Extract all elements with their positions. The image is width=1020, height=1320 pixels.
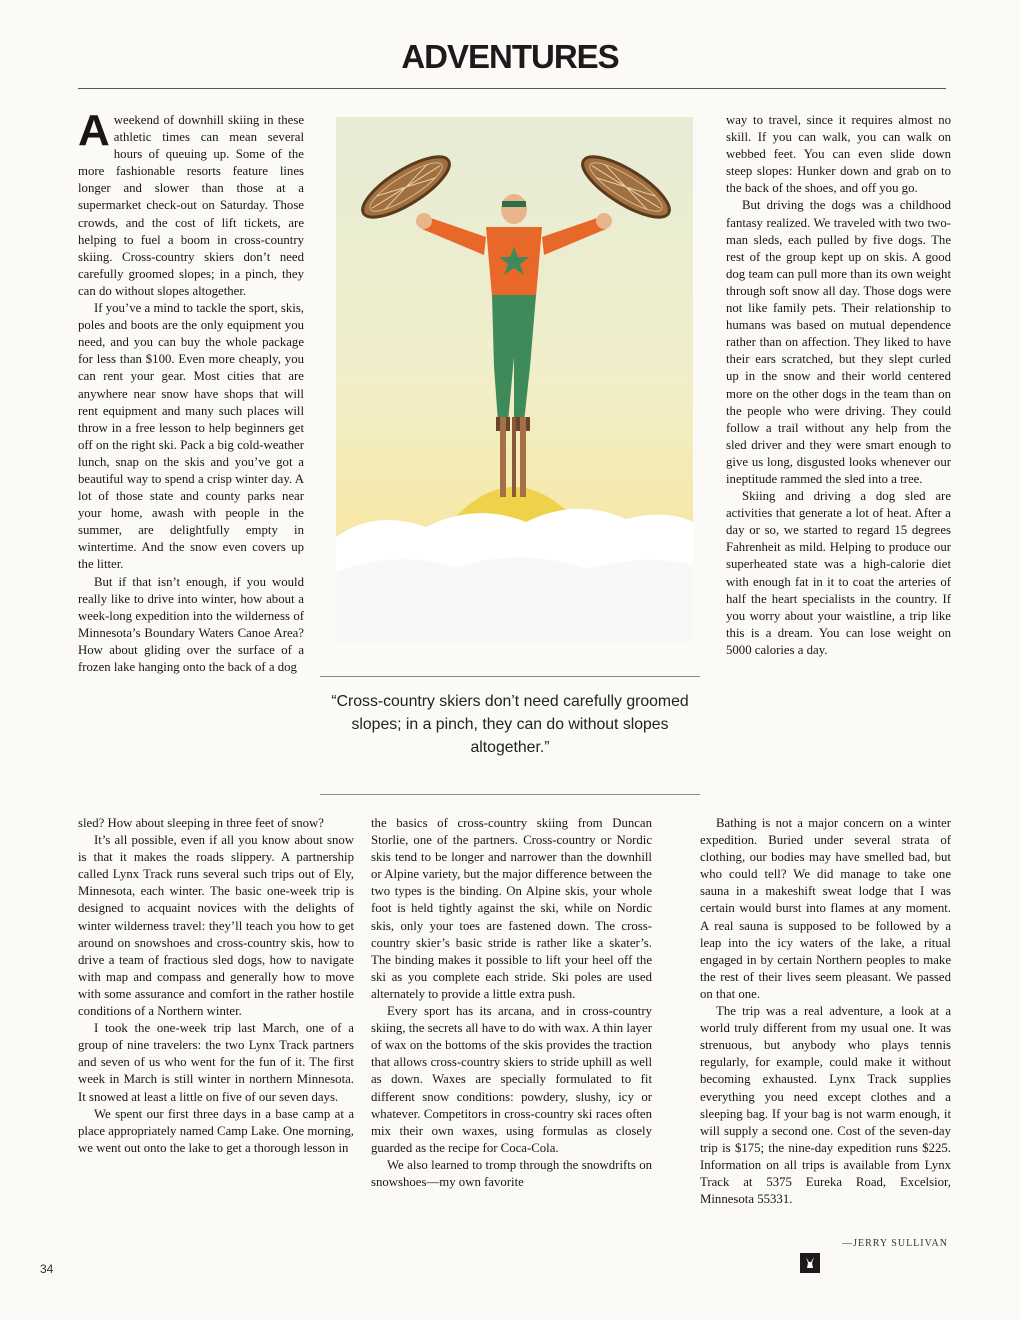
- paragraph-11: The trip was a real adventure, a look at a world truly different from my usual one. It was strenuous, but anybody who plays tennis regularly, for example, could make it without becoming exhausted. Lynx Track supplies everything you need except clothes and a sleeping bag. If your bag is not warm enough, it will supply a second one. Cost of the seven-day trip is $175; the nine-day expedition runs $225. Information on all trips is available from Lynx Track at 5375 Eureka Road, Excelsior, Minnesota 55331.: [700, 1004, 951, 1207]
- paragraph-7: Every sport has its arcana, and in cross-country skiing, the secrets all have to do with wax. A thin layer of wax on the bottoms of the skis provides the traction that allows cross-country skiers to stride uphill as well as down. Waxes are specially formulated to fit different snow conditions: powdery, slushy, icy or whatever. Competitors in cross-country ski races often mix their own waxes, using formulas as closely guarded as the recipe for Coca-Cola.: [371, 1004, 652, 1155]
- paragraph-10: Skiing and driving a dog sled are activities that generate a lot of heat. After a day or so, we started to regard 15 degrees Fahrenheit as mild. Helping to produce our superheated state was a high-calorie diet with enough fat in it to coat the arteries of half the heart specialists in the country. If you worry about your waistline, a trip like this is a dream. You can lose weight on 5000 calories a day.: [726, 489, 951, 657]
- article-column-1-lower: [78, 815, 354, 1157]
- paragraph-5: I took the one-week trip last March, one of a group of nine travelers: the two Lynx Track partners and seven of us who went for the fun of it. The first week in March is still winter in northern Minnesota. It snowed at least a little on five of our seven days.: [78, 1021, 354, 1104]
- page-number: 34: [40, 1262, 54, 1276]
- header-rule: [78, 88, 946, 89]
- article-column-3-upper: [726, 112, 951, 659]
- paragraph-8-end: way to travel, since it requires almost no skill. If you can walk, you can walk on webbed feet. You can even slide down steep slopes: Hunker down and grab on to the back of the shoes, and off you go.: [726, 113, 951, 196]
- article-column-2: [371, 815, 652, 1191]
- paragraph-3-end: sled? How about sleeping in three feet of snow?: [78, 816, 324, 830]
- article-column-1-upper: [78, 106, 304, 676]
- quote-rule-top: [320, 676, 700, 677]
- quote-rule-bottom: [320, 794, 700, 795]
- paragraph-10b: Bathing is not a major concern on a winter expedition. Buried under several strata of clothing, our bodies may have smelled bad, but who could tell? We did manage to take one sauna in a makeshift sweat lodge that I was certain would burst into flames at any moment. A real sauna is supposed to be followed by a leap into the icy waters of the lake, a ritual engaged in by certain Northern peoples to make the rest of their lives seem pleasant. We passed on that one.: [700, 816, 951, 1001]
- paragraph-4: It’s all possible, even if all you know about snow is that it makes the roads slippery. A partnership called Lynx Track runs several such trips out of Ely, Minnesota, each winter. The basic one-week trip is designed to acquaint novices with the delights of winter wilderness travel: they’ll teach you how to get around on snowshoes and cross-country skis, how to drive a team of fractious sled dogs, how to navigate with map and compass and generally how to move with some assurance and comfort in the rather hostile conditions of a Northern winter.: [78, 833, 354, 1019]
- pull-quote: “Cross-country skiers don’t need carefully groomed slopes; in a pinch, they can do without slopes altogether.”: [331, 693, 689, 756]
- paragraph-6-end: the basics of cross-country skiing from Duncan Storlie, one of the partners. Cross-country or Nordic skis tend to be longer and narrower than the downhill or Alpine variety, but the major difference between the two types is the binding. On Alpine skis, your whole foot is held tightly against the ski, while on Nordic skis, only your toes are fastened down. The cross-country skier’s basic stride is rather like a skater’s. The binding makes it possible to lift your heel off the ski as you complete each stride. Ski poles are used alternately to provide a little extra push.: [371, 816, 652, 1001]
- paragraph-1: Aweekend of downhill skiing in these athletic times can mean several hours of queuing up. Some of the more fashionable resorts feature lines longer and slower than those at a supermarket check-out on Saturday. Those crowds, and the cost of lift tickets, are helping to fuel a boom in cross-country skiing. Cross-country skiers don’t need carefully groomed slopes; in a pinch, they can do without slopes altogether.: [78, 106, 304, 298]
- section-title: ADVENTURES: [401, 38, 619, 75]
- paragraph-6-start: We spent our first three days in a base camp at a place appropriately named Camp Lake. One morning, we went out onto the lake to get a thorough lesson in: [78, 1106, 354, 1155]
- author-signature: —JERRY SULLIVAN: [842, 1238, 948, 1249]
- drop-cap: A: [78, 106, 110, 155]
- article-column-3-lower: [700, 815, 951, 1208]
- rabbit-head-icon: [800, 1253, 820, 1273]
- paragraph-2: If you’ve a mind to tackle the sport, skis, poles and boots are the only equipment you need, and you can buy the whole package for less than $100. Even more cheaply, you can rent your gear. Most cities that are anywhere near snow have shops that will rent equipment and many such places will throw in a free lesson to help beginners get off on the right ski. Pack a big cold-weather lunch, snap on the skis and you’ve got a beautiful way to spend a crisp winter day. A lot of those state and county parks near your home, awash with people in the summer, are delightfully empty in wintertime. And the snow even covers up the litter.: [78, 301, 304, 572]
- paragraph-3-start: But if that isn’t enough, if you would really like to drive into winter, how about a week-long expedition into the wilderness of Minnesota’s Boundary Waters Canoe Area? How about gliding over the surface of a frozen lake hanging onto the back of a dog: [78, 574, 304, 674]
- paragraph-9: But driving the dogs was a childhood fantasy realized. We traveled with two two-man sleds, each pulled by five dogs. The rest of the group kept up on skis. A good dog team can pull more than its own weight through soft snow all day. Those dogs were not like family pets. Their relationship to humans was based on mutual dependence rather than on affection. They liked to have their ears scratched, but they slept curled up in the snow and their world centered more on the other dogs in the team than on the people who were driving. They could follow a trail without any help from the sled driver and they were smart enough to give us long, disgusted looks whenever our ineptitude rammed the sled into a tree.: [726, 198, 951, 486]
- paragraph-8-start: We also learned to tromp through the snowdrifts on snowshoes—my own favorite: [371, 1157, 652, 1189]
- snowshoe-man-illustration: [336, 117, 693, 643]
